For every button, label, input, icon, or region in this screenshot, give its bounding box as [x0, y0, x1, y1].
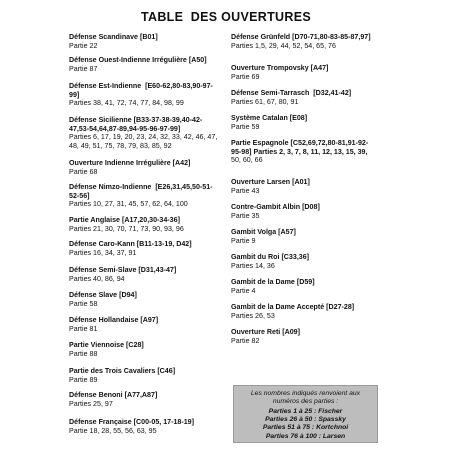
- game-numbers: Parties 25, 97: [69, 399, 113, 408]
- game-numbers: Partie 18, 28, 55, 56, 63, 95: [69, 426, 157, 435]
- opening-entry: [69, 216, 247, 233]
- opening-entry: [231, 139, 409, 165]
- game-numbers: Parties 21, 30, 70, 71, 73, 90, 93, 96: [69, 224, 184, 233]
- opening-name: Défense Benoni [A77,A87]: [69, 391, 158, 399]
- opening-name: Partie des Trois Cavaliers [C46]: [69, 367, 176, 375]
- legend-note-line: Parties 26 à 50 : Spassky: [265, 416, 346, 424]
- game-numbers: Parties 14, 36: [231, 261, 275, 270]
- game-numbers: Partie 69: [231, 72, 260, 81]
- legend-note-line: Parties 1 à 25 : Fischer: [268, 408, 343, 415]
- opening-entry: [69, 159, 247, 176]
- opening-name: Ouverture Larsen [A01]: [231, 178, 310, 186]
- opening-entry: [231, 64, 409, 81]
- game-numbers: Partie 22: [69, 41, 98, 50]
- opening-entry: [69, 367, 247, 384]
- opening-entry: [69, 116, 247, 150]
- opening-entry: [69, 240, 247, 257]
- opening-entry: [231, 89, 409, 106]
- game-numbers: Partie 58: [69, 299, 98, 308]
- opening-name: Défense Grünfeld [D70-71,80-83-85-87,97]: [231, 33, 371, 41]
- opening-name: Système Catalan [E08]: [231, 114, 308, 122]
- opening-entry: [231, 278, 409, 295]
- opening-entry: [231, 328, 409, 345]
- opening-name: Défense Scandinave [B01]: [69, 33, 158, 41]
- game-numbers: Partie 82: [231, 336, 260, 345]
- opening-name: Partie Espagnole [C52,69,72,80-81,91-92- 95-98] Parties 2, 3, 7, 8, 11, 12, 13, 15, 39,: [231, 139, 369, 156]
- opening-entry: [69, 341, 247, 358]
- opening-name: Gambit de la Dame [D59]: [231, 278, 315, 286]
- legend-note-line: Parties 76 à 100 : Larsen: [265, 432, 346, 440]
- opening-entry: [69, 33, 247, 50]
- opening-entry: [69, 316, 247, 333]
- legend-note-box: [233, 385, 378, 443]
- opening-entry: [231, 203, 409, 220]
- game-numbers: Parties 38, 41, 72, 74, 77, 84, 98, 99: [69, 99, 184, 108]
- game-numbers: 50, 60, 66: [231, 156, 263, 165]
- opening-entry: [231, 228, 409, 245]
- opening-name: Défense Slave [D94]: [69, 291, 137, 299]
- game-numbers: Partie 68: [69, 167, 98, 176]
- game-numbers: Partie 9: [231, 236, 256, 245]
- game-numbers: Parties 16, 34, 37, 91: [69, 248, 137, 257]
- opening-name: Défense Semi-Slave [D31,43-47]: [69, 266, 177, 274]
- game-numbers: Partie 59: [231, 122, 260, 131]
- opening-entry: [69, 291, 247, 308]
- game-numbers: Parties 6, 17, 19, 20, 23, 24, 32, 33, 42, 46, 47, 48, 49, 51, 75, 78, 79, 83, 85, 92: [69, 133, 218, 150]
- legend-note-intro: Les nombres indiqués renvoient aux numéros des parties :: [250, 390, 361, 405]
- game-numbers: Partie 35: [231, 211, 260, 220]
- game-numbers: Partie 81: [69, 324, 98, 333]
- opening-name: Gambit de la Dame Accepté [D27-28]: [231, 303, 355, 311]
- opening-entry: [69, 266, 247, 283]
- opening-name: Défense Ouest-Indienne Irrégulière [A50]: [69, 56, 207, 64]
- game-numbers: Partie 4: [231, 286, 256, 295]
- game-numbers: Partie 43: [231, 186, 260, 195]
- game-numbers: Partie 87: [69, 64, 98, 73]
- opening-entry: [231, 303, 409, 320]
- opening-name: Défense Nimzo-Indienne [E26,31,45,50-51- 52-56]: [69, 183, 213, 200]
- opening-name: Gambit du Roi [C33,36]: [231, 253, 310, 261]
- opening-name: Partie Viennoise [C28]: [69, 341, 144, 349]
- opening-name: Partie Anglaise [A17,20,30-34-36]: [69, 216, 180, 224]
- opening-name: Défense Est-Indienne [E60-62,80-83,90-97- 99]: [69, 82, 213, 99]
- game-numbers: Partie 89: [69, 375, 98, 384]
- opening-entry: [231, 178, 409, 195]
- game-numbers: Parties 1,5, 29, 44, 52, 54, 65, 76: [231, 41, 336, 50]
- opening-entry: [231, 114, 409, 131]
- opening-name: Défense Semi-Tarrasch [D32,41-42]: [231, 89, 352, 97]
- opening-name: Ouverture Reti [A09]: [231, 328, 300, 336]
- legend-note-line: Parties 51 à 75 : Kortchnoi: [262, 424, 349, 432]
- opening-name: Ouverture Indienne Irrégulière [A42]: [69, 159, 191, 167]
- opening-name: Contre-Gambit Albin [D08]: [231, 203, 320, 211]
- game-numbers: Partie 88: [69, 349, 98, 358]
- legend-note-lines: [234, 408, 377, 441]
- opening-name: Défense Caro-Kann [B11-13-19, D42]: [69, 240, 192, 248]
- game-numbers: Parties 40, 86, 94: [69, 274, 125, 283]
- opening-name: Défense Sicilienne [B33-37-38-39,40-42- 47,53-54,64,87-89,94-95-96-97-99]: [69, 116, 203, 133]
- game-numbers: Parties 26, 53: [231, 311, 275, 320]
- opening-entry: [69, 56, 247, 73]
- opening-entry: [69, 183, 247, 209]
- opening-entry: [69, 418, 247, 435]
- opening-entry: [231, 253, 409, 270]
- opening-name: Défense Hollandaise [A97]: [69, 316, 159, 324]
- opening-entry: [231, 33, 409, 50]
- opening-name: Gambit Volga [A57]: [231, 228, 296, 236]
- game-numbers: Parties 61, 67, 80, 91: [231, 97, 299, 106]
- opening-entry: [69, 82, 247, 108]
- game-numbers: Parties 10, 27, 31, 45, 57, 62, 64, 100: [69, 200, 188, 209]
- page-title: TABLE DES OUVERTURES: [141, 10, 311, 24]
- opening-name: Ouverture Trompovsky [A47]: [231, 64, 329, 72]
- opening-entry: [69, 391, 247, 408]
- opening-name: Défense Française [C00-05, 17-18-19]: [69, 418, 194, 426]
